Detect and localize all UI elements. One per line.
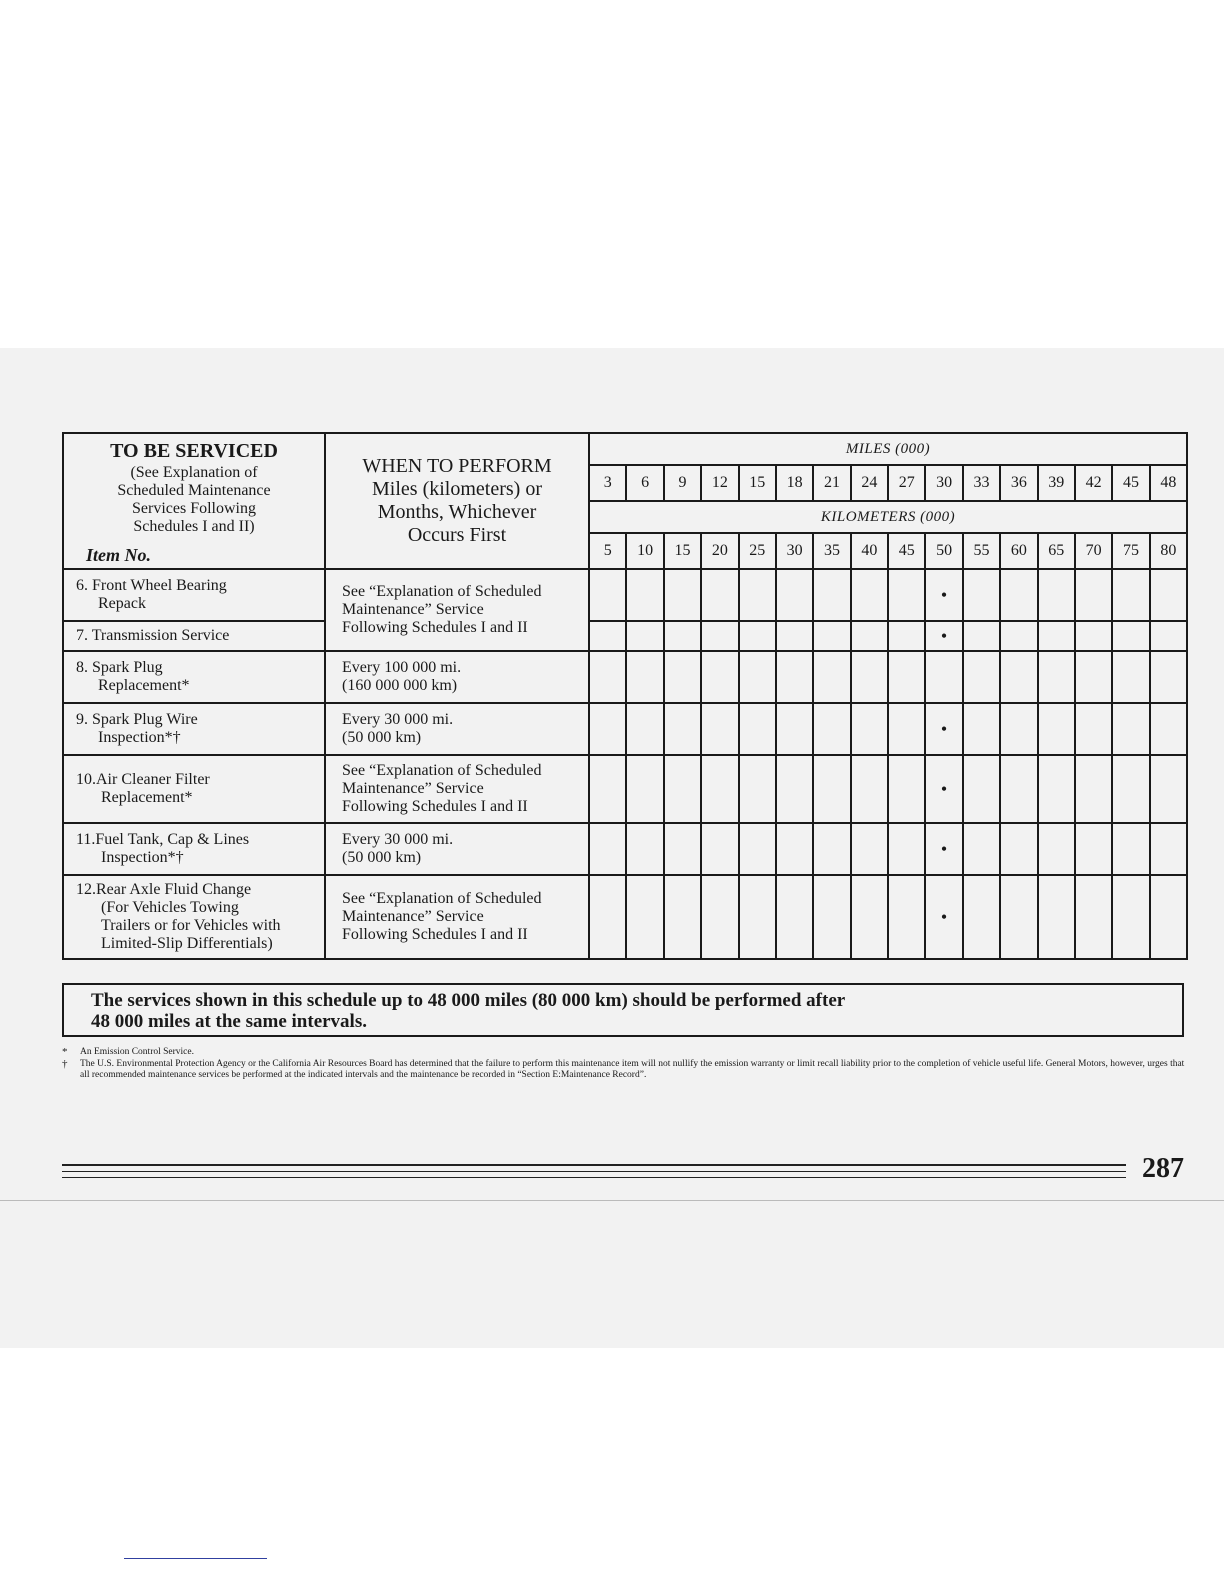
interval-cell [1075, 703, 1112, 755]
interval-cell [701, 703, 738, 755]
service-item [63, 755, 325, 823]
footnote-emission [62, 1047, 1186, 1059]
service-note-line: Scheduled Maintenance [117, 482, 271, 499]
interval-cell [851, 875, 888, 959]
note-line: The services shown in this schedule up to 48 000 miles (80 000 km) should be performed after [91, 990, 846, 1011]
interval-cell [776, 651, 813, 703]
when-line: Following Schedules I and II [342, 798, 528, 815]
interval-cell [776, 875, 813, 959]
interval-cell [1038, 651, 1075, 703]
service-mark: • [925, 875, 962, 959]
miles-value: 21 [813, 465, 850, 501]
miles-value: 48 [1150, 465, 1187, 501]
footer-rule [62, 1177, 1126, 1178]
interval-cell [1075, 755, 1112, 823]
interval-cell [888, 823, 925, 875]
kilometers-value: 40 [851, 533, 888, 569]
kilometers-value: 70 [1075, 533, 1112, 569]
interval-cell [1000, 823, 1037, 875]
interval-cell [813, 875, 850, 959]
footnote-marker: † [62, 1057, 68, 1070]
interval-cell [739, 569, 776, 621]
interval-cell [963, 569, 1000, 621]
when-line: Every 30 000 mi. [342, 831, 454, 848]
service-item [63, 703, 325, 755]
interval-cell [589, 569, 626, 621]
interval-cell [1112, 569, 1149, 621]
interval-cell [1150, 569, 1187, 621]
when-header-line: WHEN TO PERFORM [362, 455, 552, 477]
table-row [63, 823, 1187, 875]
interval-cell [626, 651, 663, 703]
interval-cell [1075, 823, 1112, 875]
service-item-line: Inspection*† [101, 849, 184, 866]
interval-cell [1000, 569, 1037, 621]
table-row [63, 569, 1187, 621]
interval-cell [1112, 823, 1149, 875]
kilometers-value: 60 [1000, 533, 1037, 569]
interval-cell [888, 703, 925, 755]
service-item [63, 651, 325, 703]
service-mark: • [925, 569, 962, 621]
interval-cell [1150, 651, 1187, 703]
page-number: 287 [1142, 1153, 1184, 1184]
miles-value: 15 [739, 465, 776, 501]
service-item-line: 7. Transmission Service [76, 627, 230, 644]
footnotes [62, 1047, 1186, 1082]
interval-cell [701, 651, 738, 703]
interval-cell [589, 875, 626, 959]
kilometers-value: 65 [1038, 533, 1075, 569]
service-item-line: 12.Rear Axle Fluid Change [76, 881, 252, 898]
interval-cell [1150, 823, 1187, 875]
kilometers-value: 55 [963, 533, 1000, 569]
miles-value: 42 [1075, 465, 1112, 501]
kilometers-value: 35 [813, 533, 850, 569]
miles-value: 3 [589, 465, 626, 501]
interval-cell [851, 703, 888, 755]
interval-cell [813, 703, 850, 755]
interval-cell [739, 703, 776, 755]
interval-cell [626, 621, 663, 651]
interval-cell [1038, 875, 1075, 959]
interval-cell [813, 621, 850, 651]
when-to-perform [325, 875, 589, 959]
interval-cell [1000, 621, 1037, 651]
interval-cell [888, 621, 925, 651]
interval-cell [963, 875, 1000, 959]
interval-cell [776, 703, 813, 755]
interval-cell [1038, 569, 1075, 621]
kilometers-value: 5 [589, 533, 626, 569]
when-to-perform [325, 755, 589, 823]
interval-cell [813, 569, 850, 621]
interval-cell [664, 651, 701, 703]
kilometers-value: 25 [739, 533, 776, 569]
schedule-note [62, 983, 1184, 1037]
interval-cell [1112, 651, 1149, 703]
interval-cell [776, 755, 813, 823]
interval-cell [888, 651, 925, 703]
interval-cell [888, 569, 925, 621]
interval-cell [626, 703, 663, 755]
service-mark: • [925, 755, 962, 823]
interval-cell [1150, 755, 1187, 823]
interval-cell [813, 651, 850, 703]
interval-cell [1112, 875, 1149, 959]
schedule-rows [63, 569, 1187, 959]
when-header-line: Months, Whichever [377, 501, 537, 523]
when-line: Following Schedules I and II [342, 926, 528, 943]
when-to-perform [325, 569, 589, 651]
service-item [63, 569, 325, 621]
table-row [63, 755, 1187, 823]
interval-cell [1000, 651, 1037, 703]
interval-cell [888, 875, 925, 959]
interval-cell [963, 703, 1000, 755]
interval-cell [739, 875, 776, 959]
interval-cell [776, 621, 813, 651]
miles-value: 24 [851, 465, 888, 501]
page-edge-line [0, 1200, 1224, 1201]
when-to-perform [325, 703, 589, 755]
interval-cell [888, 755, 925, 823]
service-item-line: Limited-Slip Differentials) [101, 935, 273, 952]
item-no-label: Item No. [86, 545, 151, 565]
interval-cell [589, 703, 626, 755]
footnote-text: An Emission Control Service. [80, 1047, 194, 1057]
miles-value: 12 [701, 465, 738, 501]
interval-cell [664, 703, 701, 755]
when-line: (50 000 km) [342, 849, 422, 866]
to-be-serviced-title: TO BE SERVICED [110, 440, 278, 462]
interval-cell [963, 621, 1000, 651]
bottom-link-line [124, 1558, 267, 1559]
interval-cell [589, 823, 626, 875]
interval-cell [589, 651, 626, 703]
interval-cell [1000, 703, 1037, 755]
interval-cell [1112, 621, 1149, 651]
when-to-perform-header [325, 433, 589, 569]
note-line: 48 000 miles at the same intervals. [91, 1011, 367, 1032]
service-item-line: Inspection*† [98, 729, 181, 746]
interval-cell [851, 755, 888, 823]
interval-cell [1000, 875, 1037, 959]
interval-cell [664, 569, 701, 621]
miles-value: 39 [1038, 465, 1075, 501]
service-item-line: Replacement* [101, 789, 193, 806]
when-line: See “Explanation of Scheduled [342, 583, 542, 600]
miles-value: 30 [925, 465, 962, 501]
when-line: (160 000 000 km) [342, 677, 458, 694]
service-item [63, 823, 325, 875]
service-note-line: Services Following [132, 500, 256, 517]
when-line: Following Schedules I and II [342, 619, 528, 636]
kilometers-value: 10 [626, 533, 663, 569]
kilometers-value: 50 [925, 533, 962, 569]
miles-value: 6 [626, 465, 663, 501]
when-to-perform [325, 651, 589, 703]
when-line: Every 30 000 mi. [342, 711, 454, 728]
interval-cell [739, 621, 776, 651]
interval-cell [589, 621, 626, 651]
interval-cell [813, 823, 850, 875]
when-to-perform [325, 823, 589, 875]
when-line: Maintenance” Service [342, 601, 484, 618]
service-item-line: 8. Spark Plug [76, 659, 163, 676]
interval-cell [664, 621, 701, 651]
interval-cell [701, 569, 738, 621]
interval-cell [626, 569, 663, 621]
interval-cell [851, 621, 888, 651]
footnote-epa [62, 1059, 1186, 1082]
interval-cell [1075, 569, 1112, 621]
interval-cell [589, 755, 626, 823]
interval-cell [1038, 703, 1075, 755]
interval-cell [1150, 621, 1187, 651]
interval-cell [776, 569, 813, 621]
service-item [63, 875, 325, 959]
interval-cell [664, 755, 701, 823]
table-row [63, 875, 1187, 959]
service-mark [925, 651, 962, 703]
interval-cell [739, 823, 776, 875]
service-item-line: Trailers or for Vehicles with [101, 917, 281, 934]
miles-value: 36 [1000, 465, 1037, 501]
miles-value: 33 [963, 465, 1000, 501]
interval-cell [1038, 755, 1075, 823]
interval-cell [813, 755, 850, 823]
when-line: Maintenance” Service [342, 908, 484, 925]
service-item-line: 6. Front Wheel Bearing [76, 577, 227, 594]
interval-cell [851, 823, 888, 875]
service-mark: • [925, 621, 962, 651]
interval-cell [963, 755, 1000, 823]
miles-value: 45 [1112, 465, 1149, 501]
service-item-line: (For Vehicles Towing [101, 899, 239, 916]
miles-value: 9 [664, 465, 701, 501]
interval-cell [1150, 875, 1187, 959]
interval-cell [664, 875, 701, 959]
service-mark: • [925, 703, 962, 755]
service-item-line: 9. Spark Plug Wire [76, 711, 198, 728]
when-line: (50 000 km) [342, 729, 422, 746]
kilometers-value: 30 [776, 533, 813, 569]
service-item-line: Repack [98, 595, 146, 612]
interval-cell [626, 823, 663, 875]
service-item-line: 11.Fuel Tank, Cap & Lines [76, 831, 250, 848]
interval-cell [963, 651, 1000, 703]
footer-rule [62, 1171, 1126, 1172]
when-line: Maintenance” Service [342, 780, 484, 797]
interval-cell [963, 823, 1000, 875]
interval-cell [1075, 621, 1112, 651]
service-item-line: Replacement* [98, 677, 190, 694]
to-be-serviced-header [63, 433, 325, 569]
kilometers-value: 45 [888, 533, 925, 569]
interval-cell [701, 823, 738, 875]
kilometers-title: KILOMETERS (000) [589, 501, 1187, 533]
service-note-line: (See Explanation of [130, 464, 258, 481]
when-header-line: Occurs First [407, 524, 507, 546]
kilometers-value: 80 [1150, 533, 1187, 569]
when-header-line: Miles (kilometers) or [372, 478, 542, 500]
footnote-marker: * [62, 1046, 68, 1058]
interval-cell [701, 755, 738, 823]
interval-cell [1038, 823, 1075, 875]
interval-cell [776, 823, 813, 875]
miles-value: 27 [888, 465, 925, 501]
table-row [63, 703, 1187, 755]
interval-cell [739, 755, 776, 823]
service-item-line: 10.Air Cleaner Filter [76, 771, 210, 788]
maintenance-schedule-table [62, 432, 1188, 960]
interval-cell [1075, 651, 1112, 703]
interval-cell [739, 651, 776, 703]
when-line: See “Explanation of Scheduled [342, 890, 542, 907]
interval-cell [1000, 755, 1037, 823]
kilometers-value: 15 [664, 533, 701, 569]
interval-cell [626, 875, 663, 959]
kilometers-value: 75 [1112, 533, 1149, 569]
interval-cell [1112, 703, 1149, 755]
interval-cell [851, 651, 888, 703]
table-row [63, 651, 1187, 703]
footer-rule [62, 1164, 1126, 1166]
when-line: See “Explanation of Scheduled [342, 762, 542, 779]
interval-cell [701, 621, 738, 651]
service-note-line: Schedules I and II) [133, 518, 255, 535]
miles-title: MILES (000) [589, 433, 1187, 465]
footnote-text: The U.S. Environmental Protection Agency or the California Air Resources Board has determined that the failure to perform this maintenance item will not nullify the emission warranty or limit recall liability prior to the completion of vehicle useful life. General Motors, however, urges that all recommended maintenance services be performed at the indicated intervals and the maintenance be recorded in “Section E:Maintenance Record”. [80, 1058, 1185, 1080]
interval-cell [1112, 755, 1149, 823]
kilometers-value: 20 [701, 533, 738, 569]
service-mark: • [925, 823, 962, 875]
interval-cell [1038, 621, 1075, 651]
interval-cell [1150, 703, 1187, 755]
interval-cell [664, 823, 701, 875]
interval-cell [1075, 875, 1112, 959]
miles-value: 18 [776, 465, 813, 501]
interval-cell [701, 875, 738, 959]
interval-cell [626, 755, 663, 823]
service-item [63, 621, 325, 651]
interval-cell [851, 569, 888, 621]
when-line: Every 100 000 mi. [342, 659, 462, 676]
table-row [63, 621, 1187, 651]
